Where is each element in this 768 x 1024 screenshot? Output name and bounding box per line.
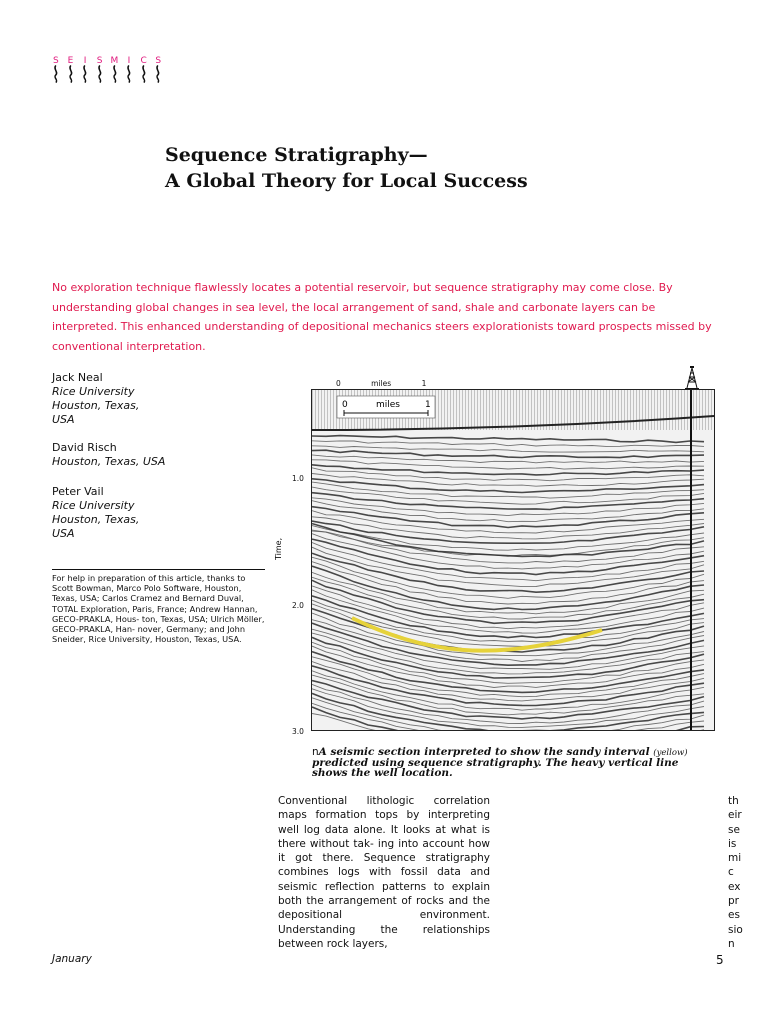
logo-wave-icon [125, 65, 133, 83]
logo-wave-icon [140, 65, 148, 83]
logo-letter: M [110, 56, 119, 66]
inner-scale-label: miles [376, 400, 400, 410]
logo-wave-icon [67, 65, 75, 83]
author-name: David Risch [52, 441, 117, 454]
acknowledgment-note: For help in preparation of this article, thanks to Scott Bowman, Marco Polo Software, Houston, Texas, USA; Carlos Cramez and Bernard Duval, TOTAL Exploration, Paris, France; Andrew Hannan, GECO-PRAKLA, Hous- ton, Texas, USA; Ulrich Möller, GECO-PRAKLA, Han- nover, Germany; and John Sneider, Rice University, Houston, Texas, USA. [52, 573, 265, 645]
caption-main: A seismic section interpreted to show the sandy interval [318, 746, 654, 758]
logo-wave-icon [96, 65, 104, 83]
text-fragment: n [728, 937, 735, 950]
author-affiliation: Rice University [52, 385, 135, 398]
logo-letter: S [96, 56, 103, 66]
seismics-logo [52, 56, 162, 86]
logo-wave-icon [81, 65, 89, 83]
scale-start: 0 [336, 379, 341, 388]
text-fragment: th [728, 795, 739, 807]
text-fragment: sio [728, 923, 743, 936]
text-fragment: c [728, 866, 734, 879]
logo-letter: S [155, 56, 162, 66]
seismic-reflections [312, 390, 714, 730]
logo-letter: E [67, 56, 74, 66]
logo-letter: S [52, 56, 59, 66]
logo-letter: I [83, 56, 87, 66]
text-fragment: eir [728, 809, 742, 822]
figure-caption [312, 747, 712, 778]
title-line-2: A Global Theory for Local Success [165, 170, 528, 192]
acknowledgment-divider [52, 569, 265, 570]
page-number: 5 [716, 953, 724, 967]
body-text-column: Conventional lithologic correlation maps formation tops by interpreting well log data alone. It looks at what is there without tak- ing into account how it got there. Sequence stratigraphy combines logs with fossil data and seismic reflection patterns to explain both the arrangement of rocks and the depositional environment. Understanding the relationships between rock layers, [278, 795, 490, 950]
author-block-3 [52, 485, 139, 541]
author-affiliation: Rice University [52, 499, 135, 512]
inner-scale-end: 1 [425, 400, 431, 410]
y-tick-label: 1.0 [292, 474, 304, 483]
title-line-1: Sequence Stratigraphy— [165, 144, 428, 166]
logo-wave-glyphs [52, 65, 162, 83]
author-name: Peter Vail [52, 485, 104, 498]
logo-letter: I [127, 56, 131, 66]
scale-end: 1 [421, 379, 427, 388]
y-tick-label: 3.0 [292, 727, 304, 736]
caption-rest: predicted using sequence stratigraphy. The heavy vertical line shows the well location. [312, 757, 679, 779]
author-affiliation: USA [52, 413, 75, 426]
author-affiliation: Houston, Texas, [52, 399, 140, 412]
caption-prefix: n [312, 746, 319, 758]
text-fragment: ex [728, 880, 741, 893]
article-title [165, 142, 528, 194]
logo-wave-icon [154, 65, 162, 83]
inner-scale-start: 0 [342, 400, 348, 410]
seismic-section-image [311, 389, 715, 731]
text-fragment: pr [728, 895, 739, 908]
y-tick-label: 2.0 [292, 601, 304, 610]
author-affiliation: USA [52, 527, 75, 540]
author-block-2 [52, 441, 165, 469]
author-affiliation: Houston, Texas, [52, 513, 140, 526]
text-fragment: is [728, 837, 737, 850]
text-fragment: mi [728, 852, 742, 865]
logo-wave-icon [52, 65, 60, 83]
y-axis-label: Time, [274, 537, 283, 560]
author-block-1 [52, 371, 139, 427]
author-name: Jack Neal [52, 371, 103, 384]
logo-wave-icon [111, 65, 119, 83]
author-affiliation: Houston, Texas, USA [52, 455, 166, 468]
text-fragment: es [728, 909, 740, 922]
text-fragment: se [728, 823, 740, 836]
footer-issue-date: January [52, 953, 92, 965]
caption-yellow-note: (yellow) [653, 748, 688, 758]
intro-paragraph: No exploration technique flawlessly locates a potential reservoir, but sequence stratigraphy may come close. By understanding global changes in sea level, the local arrangement of sand, shale and carbonate layers can be interpreted. This enhanced understanding of depositional mechanics steers explorationists toward prospects missed by conventional interpretation. [52, 281, 712, 353]
well-derrick-icon [684, 366, 700, 390]
scale-label: miles [371, 379, 392, 388]
right-column-fragments [728, 794, 748, 951]
logo-letter: C [140, 56, 147, 66]
figure-scale-outer [336, 379, 436, 388]
figure-scale-inner [337, 396, 435, 418]
